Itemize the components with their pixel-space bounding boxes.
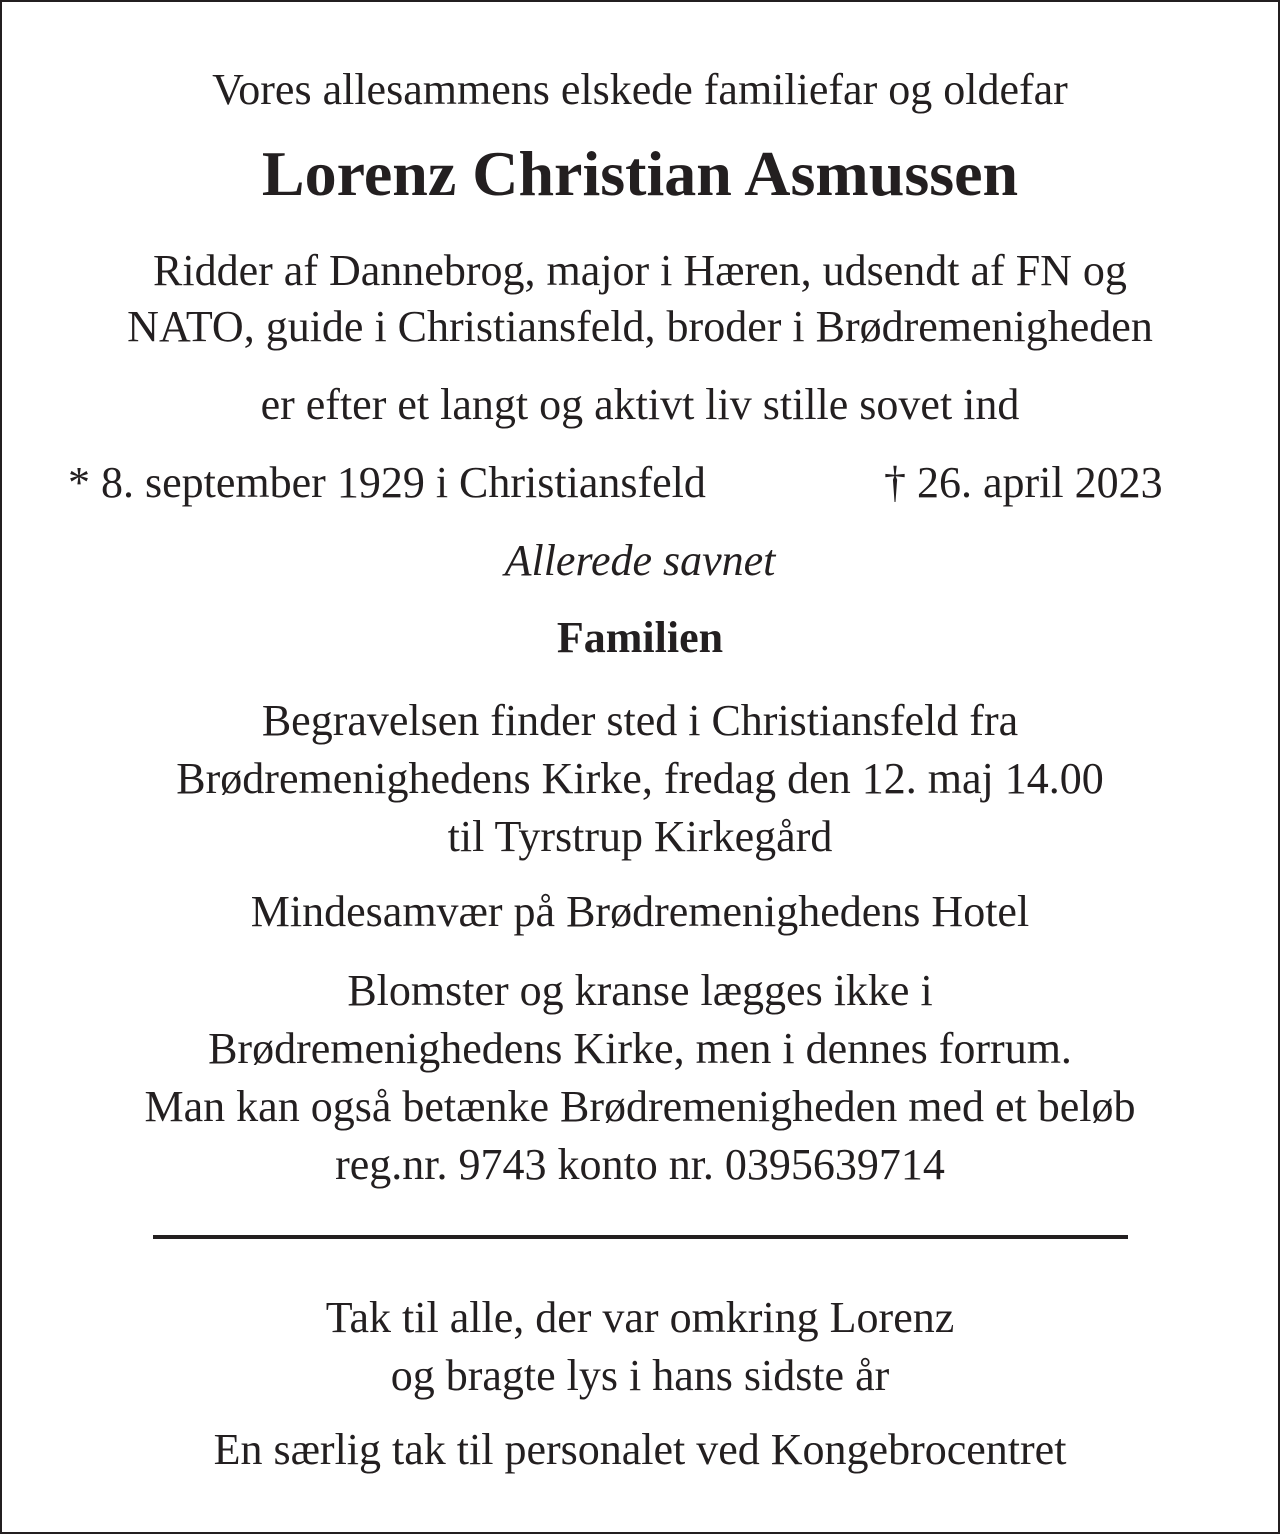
passing-line: er efter et langt og aktivt liv stille sovet ind bbox=[260, 380, 1020, 429]
death-date: † 26. april 2023 bbox=[884, 458, 1163, 507]
thanks-line-1: Tak til alle, der var omkring Lorenz bbox=[325, 1293, 955, 1342]
divider bbox=[153, 1235, 1128, 1239]
funeral-line-2: Brødremenighedens Kirke, fredag den 12. maj 14.00 bbox=[176, 754, 1104, 803]
flowers-line-3: Man kan også betænke Brødremenigheden med et beløb bbox=[144, 1082, 1136, 1131]
memorial-line: Mindesamvær på Brødremenighedens Hotel bbox=[250, 887, 1030, 936]
flowers-line-1: Blomster og kranse lægges ikke i bbox=[347, 966, 933, 1015]
funeral-line-3: til Tyrstrup Kirkegård bbox=[447, 812, 833, 861]
flowers-line-4: reg.nr. 9743 konto nr. 0395639714 bbox=[335, 1140, 945, 1189]
signature: Familien bbox=[556, 613, 724, 662]
titles-line-1: Ridder af Dannebrog, major i Hæren, udsendt af FN og bbox=[153, 246, 1127, 295]
birth-date: * 8. september 1929 i Christiansfeld bbox=[68, 458, 706, 507]
funeral-line-1: Begravelsen finder sted i Christiansfeld fra bbox=[261, 696, 1019, 745]
deceased-name: Lorenz Christian Asmussen bbox=[261, 138, 1019, 209]
titles-line-2: NATO, guide i Christiansfeld, broder i Brødremenigheden bbox=[127, 302, 1153, 351]
thanks-line-2: og bragte lys i hans sidste år bbox=[390, 1351, 890, 1400]
missed-line: Allerede savnet bbox=[504, 536, 776, 585]
special-thanks: En særlig tak til personalet ved Kongebrocentret bbox=[213, 1425, 1067, 1474]
flowers-line-2: Brødremenighedens Kirke, men i dennes forrum. bbox=[208, 1024, 1072, 1073]
intro-line: Vores allesammens elskede familiefar og oldefar bbox=[212, 65, 1068, 114]
